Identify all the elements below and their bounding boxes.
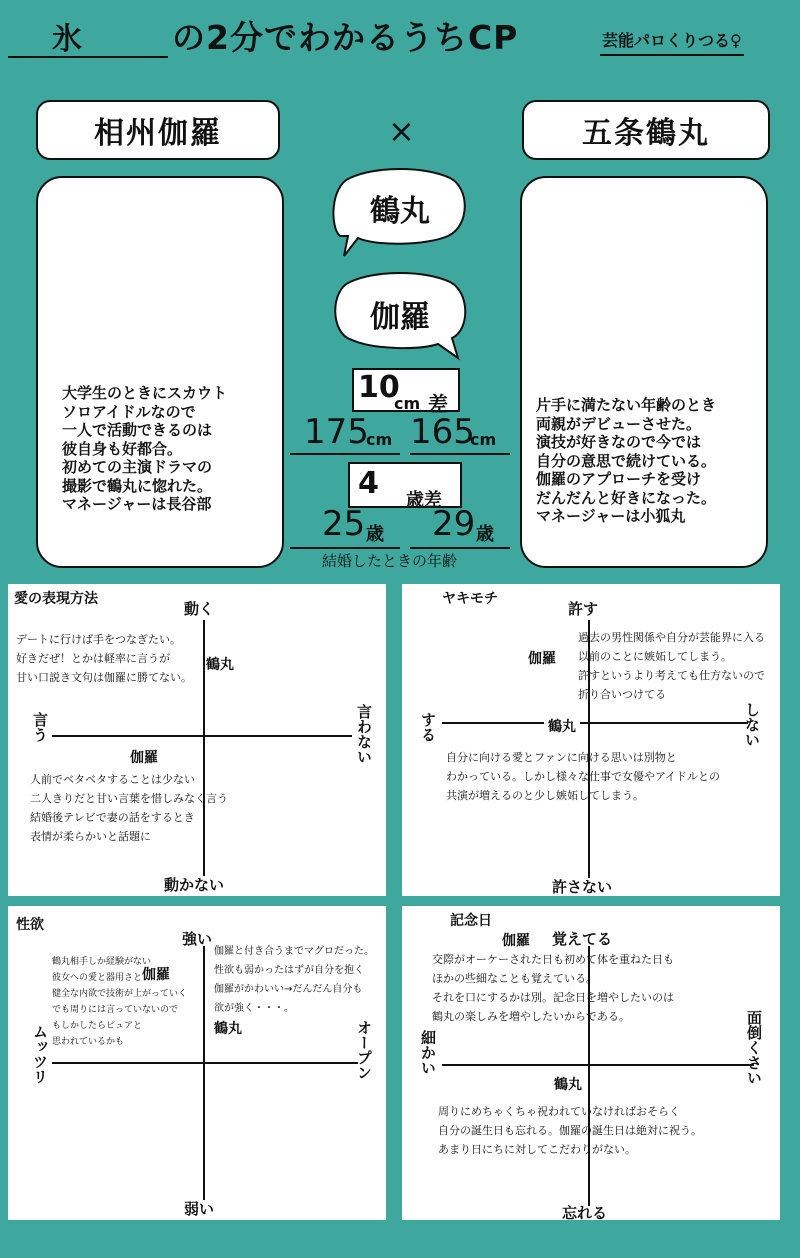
left-profile-text: 大学生のときにスカウト ソロアイドルなので 一人で活動できるのは 彼自身も好都合。 初めての主演ドラマの 撮影で鶴丸に惚れた。 マネージャーは長谷部 <box>62 384 228 513</box>
bubble-top-text: 鶴丸 <box>370 194 430 229</box>
panel-love-expression <box>8 584 386 896</box>
love-name-a: 鶴丸 <box>206 657 234 673</box>
left-height-underline <box>290 453 400 455</box>
desire-name-a: 伽羅 <box>142 967 170 983</box>
title-name-blank <box>8 10 168 58</box>
jealousy-axis-left: する <box>419 712 437 742</box>
desire-axis-bottom: 弱い <box>184 1200 215 1218</box>
jealousy-name-a: 伽羅 <box>528 651 556 667</box>
left-height-value: 175 <box>304 412 369 452</box>
right-name-box <box>522 100 770 160</box>
jealousy-note-b: 自分に向ける愛とファンに向ける思いは別物と わかっている。しかし様々な仕事で女優やアイドルとの 共演が増えるのと少し嫉妬してしまう。 <box>446 751 721 802</box>
anniversary-note-b: 周りにめちゃくちゃ祝われていなければおそらく 自分の誕生日も忘れる。伽羅の誕生日は絶対に祝う。 あまり日にちに対してこだわりがない。 <box>438 1105 702 1156</box>
page-title: の2分でわかるうちCP <box>172 18 519 57</box>
left-name: 相州伽羅 <box>94 116 222 151</box>
anniversary-note-a: 交際がオーケーされた日も初めて体を重ねた日も ほかの些細なことも覚えている。 それを口にするかは別。記念日を増やしたいのは 鶴丸の楽しみを増やしたいからである。 <box>432 953 674 1023</box>
height-diff-suffix: 差 <box>428 392 448 416</box>
right-age-underline <box>410 547 510 549</box>
jealousy-name-b: 鶴丸 <box>544 716 580 736</box>
love-axis-top: 動く <box>184 600 215 618</box>
desire-axis-right: オープン <box>355 1020 373 1080</box>
age-caption: 結婚したときの年齢 <box>322 552 458 570</box>
desire-axis-vertical <box>203 946 205 1200</box>
height-diff-unit: cm <box>394 394 421 413</box>
desire-note-b: 伽羅と付き合うまでマグロだった。 性欲も弱かったはずが自分を抱く 伽羅がかわいい→だんだん自分も 欲が強く・・・。 <box>214 946 374 1014</box>
jealousy-axis-horizontal <box>442 722 748 724</box>
panel-jealousy <box>402 584 780 896</box>
title-blank-name: 氷 <box>52 22 82 57</box>
right-height-unit: cm <box>470 430 497 449</box>
speech-bubble-bottom <box>330 272 470 362</box>
right-age-unit: 歳 <box>476 524 494 545</box>
panel-anniversary <box>402 906 780 1220</box>
love-note-a: デートに行けば手をつなぎたい。 好きだぜ！とかは軽率に言うが 甘い口説き文句は伽羅に勝てない。 <box>16 633 192 684</box>
right-profile-card <box>520 176 768 568</box>
anniversary-name-a: 伽羅 <box>502 933 530 949</box>
panel-jealousy-title: ヤキモチ <box>442 591 498 607</box>
desire-note-a: 鶴丸相手しか経験がない 彼女への愛と器用さと 健全な内欲で技術が上がっていく でも周りには言っていないので もしかしたらピュアと 思われているかも <box>52 957 188 1047</box>
anniversary-axis-right: 面倒くさい <box>745 1010 763 1085</box>
jealousy-axis-right: しない <box>743 702 761 747</box>
love-axis-horizontal <box>52 735 352 737</box>
right-age-value: 29 <box>432 504 476 544</box>
panel-desire-title: 性欲 <box>16 917 44 933</box>
page-subtitle: 芸能パロくりつる♀ <box>600 28 744 56</box>
jealousy-axis-top: 許す <box>568 600 599 618</box>
right-profile-text: 片手に満たない年齢のとき 両親がデビューさせた。 演技が好きなので今では 自分の意思で続けている。 伽羅のアプローチを受け だんだんと好きになった。 マネージャーは小狐丸 <box>536 396 717 525</box>
panel-anniversary-title: 記念日 <box>450 913 492 929</box>
right-height-underline <box>410 453 510 455</box>
desire-axis-horizontal <box>52 1062 358 1064</box>
left-age-value: 25 <box>322 504 366 544</box>
anniversary-axis-horizontal <box>442 1064 754 1066</box>
age-diff-suffix: 歳差 <box>406 490 442 511</box>
anniversary-name-b: 鶴丸 <box>554 1077 582 1093</box>
height-diff-value: 10 <box>358 370 400 405</box>
jealousy-axis-bottom: 許さない <box>552 878 613 896</box>
love-axis-left: 言う <box>31 712 49 742</box>
desire-axis-left: ムッツリ <box>31 1024 49 1084</box>
love-axis-bottom: 動かない <box>164 876 225 894</box>
desire-name-b: 鶴丸 <box>214 1021 242 1037</box>
love-name-b: 伽羅 <box>130 750 158 766</box>
left-height-unit: cm <box>366 430 393 449</box>
bubble-bottom-text: 伽羅 <box>370 300 430 335</box>
anniversary-axis-left: 細かい <box>419 1030 437 1075</box>
times-symbol: × <box>388 112 415 150</box>
left-age-underline <box>290 547 400 549</box>
anniversary-axis-top: 覚えてる <box>552 930 613 948</box>
panel-love-title: 愛の表現方法 <box>14 591 98 607</box>
right-height-value: 165 <box>410 412 475 452</box>
anniversary-axis-bottom: 忘れる <box>562 1204 608 1222</box>
left-age-unit: 歳 <box>366 524 384 545</box>
love-axis-right: 言わない <box>355 704 373 764</box>
jealousy-note-a: 過去の男性関係や自分が芸能界に入る 以前のことに嫉妬してしまう。 許すというより考えても仕方ないので 折り合いつけてる <box>578 631 765 701</box>
age-diff-value: 4 <box>358 466 379 501</box>
love-note-b: 人前でベタベタすることは少ない 二人きりだと甘い言葉を惜しみなく言う 結婚後テレビで妻の話をするとき 表情が柔らかいと話題に <box>30 773 228 843</box>
left-name-box <box>36 100 280 160</box>
left-profile-card <box>36 176 284 568</box>
speech-bubble-top <box>330 168 470 260</box>
panel-desire <box>8 906 386 1220</box>
desire-axis-top: 強い <box>182 930 213 948</box>
right-name: 五条鶴丸 <box>582 116 710 151</box>
